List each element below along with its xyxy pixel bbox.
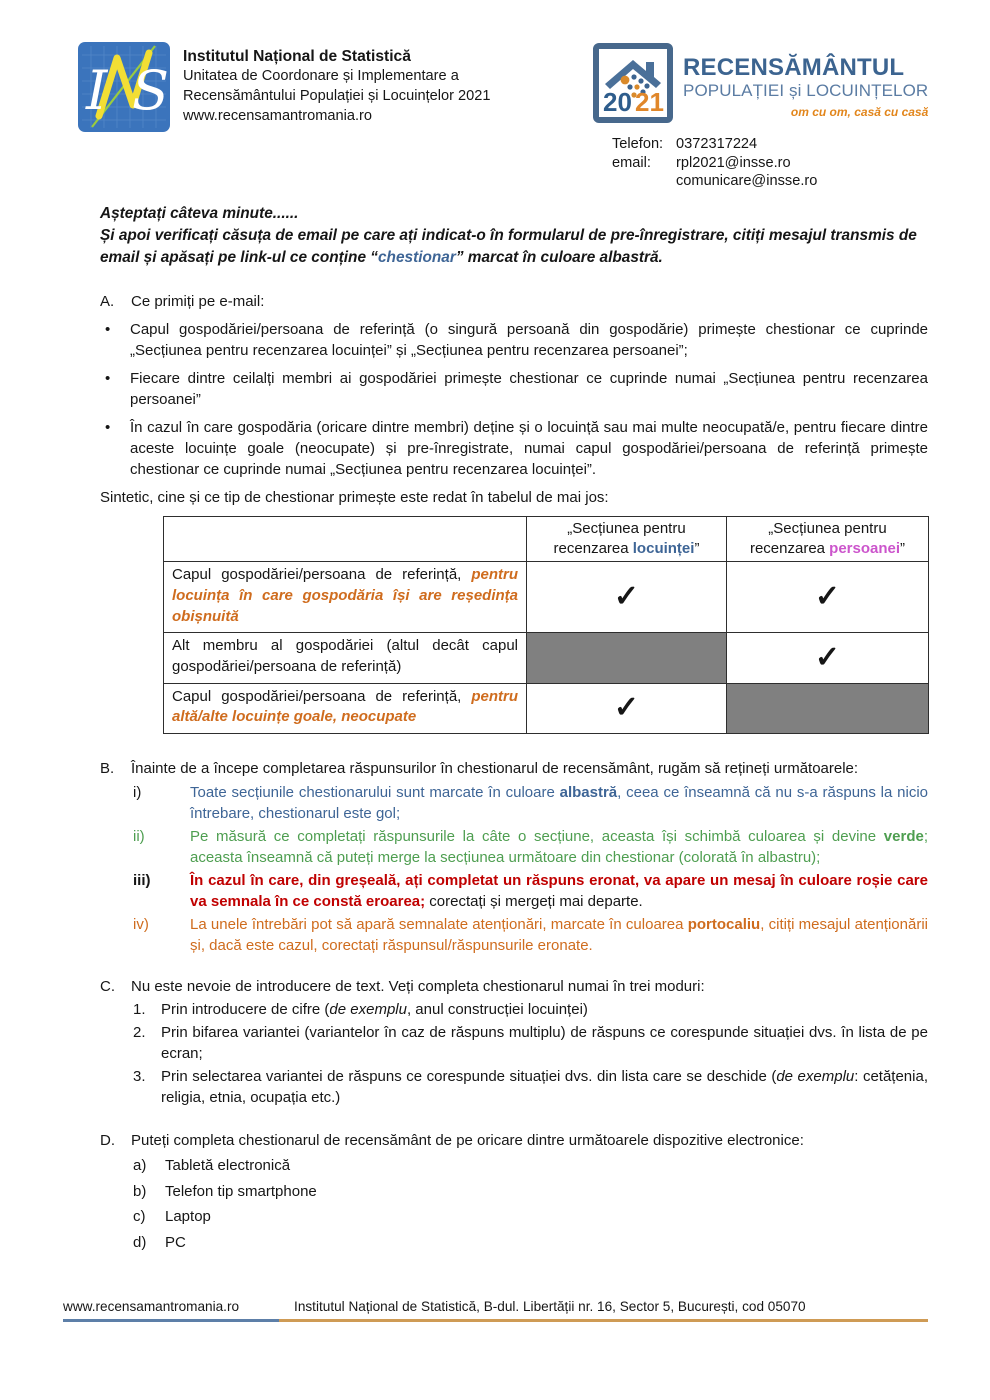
table-header-person: „Secțiunea pentru recenzarea persoanei”	[727, 516, 929, 562]
document-body	[0, 203, 990, 1253]
row-label-emphasis: pentru locuința în care gospodăria își are reședința obișnuită	[172, 566, 518, 625]
contact-email-row	[612, 154, 932, 173]
header-left	[78, 42, 490, 191]
device-tablet: Tabletă electronică	[165, 1157, 291, 1175]
list-item-iv	[133, 914, 928, 956]
bullet-text: În cazul în care gospodăria (oricare dintre membri) deține și o locuință sau mai multe neocupată/e, pentru fiecare dintre aceste locuințe goale (neocupate) și pre-înregistrate, numai capul gospodăriei/persoana de referință primește chestionar ce cuprinde numai „Secțiunea pentru recenzarea locuinței”.	[130, 418, 928, 478]
row-label: Capul gospodăriei/persoana de referință, pentru altă/alte locuințe goale, neocupate	[164, 683, 527, 733]
table-corner-cell	[164, 516, 527, 562]
section-c-label: C.	[100, 977, 115, 995]
section-b-title: Înainte de a începe completarea răspunsurilor în chestionarul de recensământ, rugăm să rețineți următoarele:	[131, 759, 859, 777]
item-text-blue: Toate secțiunile chestionarului sunt marcate în culoare albastră, ceea ce înseamnă că nu s-a răspuns la nicio întrebare, chestionarul este gol;	[190, 783, 928, 822]
org-block	[183, 42, 490, 191]
section-c-title: Nu este nevoie de introducere de text. Veți completa chestionarul numai în trei moduri:	[131, 977, 705, 995]
svg-text:S: S	[132, 59, 169, 122]
bullet-text: Fiecare dintre ceilalți membri ai gospodăriei primește chestionar ce cuprinde numai „Secțiunea pentru recenzarea persoanei”	[130, 369, 928, 408]
color-word-rosie: roșie	[856, 871, 893, 889]
bullet-icon: •	[105, 320, 111, 338]
item-letter: d)	[133, 1233, 147, 1251]
email-address-2: comunicare@insse.ro	[676, 173, 818, 190]
item-text-green: Pe măsură ce completați răspunsurile la câte o secțiune, aceasta își schimbă culoarea și devine verde; aceasta înseamnă că puteți merge la secțiunea următoare din chestionar (colorată în albastru);	[190, 827, 928, 866]
item-marker: i)	[133, 783, 142, 801]
color-word-albastra: albastră	[559, 783, 618, 801]
check-icon: ✓	[727, 562, 929, 633]
row-label: Alt membru al gospodăriei (altul decât capul gospodăriei/persoana de referință)	[164, 633, 527, 683]
intro-paragraph	[100, 203, 928, 269]
device-laptop: Laptop	[165, 1208, 211, 1226]
contact-email-row-2	[612, 172, 932, 191]
item-number: 1.	[133, 1000, 146, 1018]
section-d-label: D.	[100, 1131, 115, 1149]
item-text-orange: La unele întrebări pot să apară semnalate atenționări, marcate în culoarea portocaliu, citiți mesajul atenționării și, dacă este cazul, corectați răspunsul/răspunsurile eronate.	[190, 915, 928, 954]
table-intro-line: Sintetic, cine și ce tip de chestionar primește este redat în tabelul de mai jos:	[100, 488, 609, 506]
intro-text-post: ” marcat în culoare albastră.	[455, 248, 663, 266]
list-item-ii	[133, 826, 928, 868]
color-word-verde: verde	[883, 827, 924, 845]
device-pc: PC	[165, 1233, 186, 1251]
color-word-portocaliu: portocaliu	[687, 915, 761, 933]
item-letter: a)	[133, 1157, 147, 1175]
check-icon: ✓	[527, 683, 727, 733]
list-item	[100, 368, 928, 410]
lettered-item-a	[133, 1155, 928, 1176]
section-b-heading	[100, 758, 928, 779]
org-title: Institutul Național de Statistică	[183, 48, 411, 65]
intro-wait-line: Așteptați câteva minute......	[100, 205, 299, 223]
org-url: www.recensamantromania.ro	[183, 107, 372, 124]
section-a-heading	[100, 291, 928, 312]
footer-rule	[63, 1319, 928, 1322]
item-text-red: În cazul în care, din greșeală, ați completat un răspuns eronat, va apare un mesaj în culoare roșie care va semnala în ce constă eroarea; corectați și mergeți mai departe.	[190, 871, 928, 910]
org-line-unit: Unitatea de Coordonare și Implementare a	[183, 68, 459, 85]
bullet-text: Capul gospodăriei/persoana de referință (o singură persoană din gospodărie) primește chestionar ce cuprinde „Secțiunea pentru recenzarea locuinței” și „Secțiunea pentru recenzarea persoanei”;	[130, 320, 928, 359]
svg-text:I: I	[86, 59, 108, 122]
document-header	[0, 0, 990, 191]
intro-text-pre: Și apoi verificați căsuța de email pe care ați indicat-o în formularul de pre-înregistrare, citiți mesajul transmis de email și apăsați pe link-ul ce conține “	[100, 226, 917, 266]
table-row	[164, 683, 929, 733]
org-line-census: Recensământului Populației și Locuințelor 2021	[183, 88, 491, 105]
lettered-item-b	[133, 1181, 928, 1202]
census-year-20: 20	[603, 87, 632, 117]
check-icon: ✓	[727, 633, 929, 683]
row-label-emphasis: pentru altă/alte locuințe goale, neocupate	[172, 687, 518, 726]
section-c-list	[100, 999, 928, 1108]
table-row	[164, 633, 929, 683]
contact-phone-row	[612, 135, 932, 154]
chestionar-link-word: chestionar	[377, 248, 456, 266]
census-subtitle: POPULAȚIEI și LOCUINȚELOR	[683, 81, 929, 101]
item-number: 2.	[133, 1023, 146, 1041]
item-marker: iv)	[133, 915, 149, 933]
numbered-item-2: 2. Prin bifarea variantei (variantelor în caz de răspuns multiplu) de răspuns ce corespunde situației dvs. în lista de pe ecran;	[133, 1023, 928, 1062]
section-b-list	[133, 782, 928, 956]
questionnaire-table	[163, 516, 929, 734]
bullet-icon: •	[105, 418, 111, 436]
phone-number: 0372317224	[676, 136, 758, 152]
section-a-label: A.	[100, 292, 115, 310]
section-a-bullet-list	[100, 319, 928, 480]
section-d-list	[100, 1155, 928, 1253]
census-2021-logo-icon	[592, 42, 674, 124]
list-item	[100, 319, 928, 361]
item-number: 3.	[133, 1067, 146, 1085]
census-tagline: om cu om, casă cu casă	[790, 104, 929, 119]
section-a-title: Ce primiți pe e-mail:	[131, 292, 265, 310]
section-d-heading	[100, 1130, 928, 1151]
lettered-item-c	[133, 1206, 928, 1227]
check-icon: ✓	[527, 562, 727, 633]
housing-word: locuinței	[632, 539, 695, 557]
item-letter: c)	[133, 1208, 146, 1226]
list-item-i	[133, 782, 928, 824]
numbered-item-1: 1. Prin introducere de cifre (de exemplu, anul construcției locuinței)	[133, 1000, 588, 1018]
document-footer	[63, 1297, 928, 1322]
lettered-item-d	[133, 1232, 928, 1253]
bullet-icon: •	[105, 369, 111, 387]
item-marker: iii)	[133, 871, 151, 889]
census-year-21: 21	[635, 87, 664, 117]
list-item-iii	[133, 870, 928, 912]
census-brand	[592, 42, 932, 124]
email-label: email:	[612, 154, 651, 171]
item-marker: ii)	[133, 827, 145, 845]
person-word: persoanei	[829, 539, 901, 557]
footer-address: Institutul Național de Statistică, B-dul. Libertății nr. 16, Sector 5, București, cod 05070	[294, 1299, 806, 1314]
section-d-title: Puteți completa chestionarul de recensământ de pe oricare dintre următoarele dispozitive electronice:	[131, 1131, 804, 1149]
item-letter: b)	[133, 1182, 147, 1200]
table-header-housing: „Secțiunea pentru recenzarea locuinței”	[527, 516, 727, 562]
section-b-label: B.	[100, 759, 115, 777]
table-header-row	[164, 516, 929, 562]
table-check-cell	[527, 633, 727, 683]
census-title: RECENSĂMÂNTUL	[683, 54, 905, 81]
contact-block	[612, 135, 932, 191]
census-wordmark	[683, 42, 928, 124]
email-address-1: rpl2021@insse.ro	[676, 154, 791, 171]
list-item	[100, 417, 928, 480]
table-row	[164, 562, 929, 633]
table-check-cell	[727, 683, 929, 733]
numbered-item-3: 3. Prin selectarea variantei de răspuns ce corespunde situației dvs. din lista care se deschide (de exemplu: cetățenia, religia, etnia, ocupația etc.)	[133, 1067, 928, 1106]
row-label: Capul gospodăriei/persoana de referință, pentru locuința în care gospodăria își are reședința obișnuită	[164, 562, 527, 633]
section-c-heading	[100, 976, 928, 997]
header-right	[592, 42, 932, 191]
device-smartphone: Telefon tip smartphone	[165, 1182, 317, 1200]
footer-url: www.recensamantromania.ro	[63, 1299, 240, 1314]
phone-label: Telefon:	[612, 136, 664, 152]
ins-logo-icon	[78, 42, 170, 132]
